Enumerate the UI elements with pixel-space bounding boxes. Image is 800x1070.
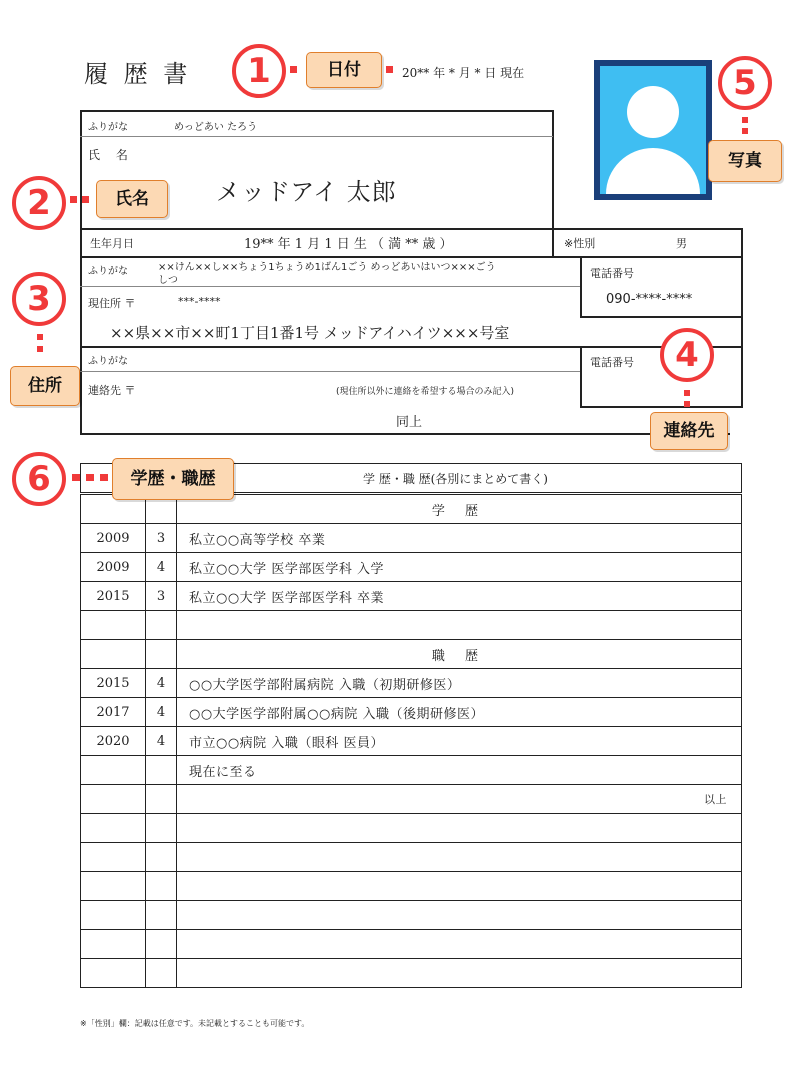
history-year <box>81 959 146 988</box>
history-row <box>81 611 742 640</box>
history-row <box>81 814 742 843</box>
history-month: 4 <box>146 553 177 582</box>
history-row <box>81 698 742 727</box>
address-phone-value: 090-****-**** <box>606 292 693 307</box>
history-section-heading: 職 歴 <box>177 640 742 669</box>
callout-label-contact: 連絡先 <box>650 412 728 450</box>
history-description: ○○大学医学部附属病院 入職（初期研修医） <box>177 669 742 698</box>
history-month: 4 <box>146 698 177 727</box>
history-row <box>81 524 742 553</box>
history-description <box>177 611 742 640</box>
date-line: 20** 年 * 月 * 日 現在 <box>402 66 525 80</box>
callout-label-name: 氏名 <box>96 180 168 218</box>
history-description: 私立○○高等学校 卒業 <box>177 524 742 553</box>
callout-label-photo: 写真 <box>708 140 782 182</box>
name-label: 氏 名 <box>88 148 134 162</box>
page-title: 履 歴 書 <box>84 60 192 88</box>
history-month <box>146 843 177 872</box>
history-row <box>81 553 742 582</box>
callout-number-6: 6 <box>12 452 66 506</box>
history-row <box>81 640 742 669</box>
history-description: 現在に至る <box>177 756 742 785</box>
history-month: 4 <box>146 669 177 698</box>
history-description <box>177 872 742 901</box>
callout-label-address: 住所 <box>10 366 80 406</box>
callout-number-2: 2 <box>12 176 66 230</box>
history-year: 2015 <box>81 669 146 698</box>
name-furigana-label: ふりがな <box>88 122 128 133</box>
callout-number-3: 3 <box>12 272 66 326</box>
history-year: 2015 <box>81 582 146 611</box>
address-furigana-line2: しつ <box>158 275 178 286</box>
history-row <box>81 727 742 756</box>
history-year: 2009 <box>81 524 146 553</box>
history-description: 私立○○大学 医学部医学科 卒業 <box>177 582 742 611</box>
history-row <box>81 756 742 785</box>
history-description <box>177 843 742 872</box>
history-year <box>81 930 146 959</box>
history-year <box>81 756 146 785</box>
history-description <box>177 814 742 843</box>
history-row <box>81 959 742 988</box>
name-furigana: めっどあい たろう <box>174 122 258 133</box>
photo-area <box>600 66 706 194</box>
contact-label: 連絡先 〒 <box>88 384 136 397</box>
callout-label-date: 日付 <box>306 52 382 88</box>
sex-value: 男 <box>676 237 687 250</box>
address-postal: ***-**** <box>178 295 221 308</box>
contact-value: 同上 <box>396 415 423 430</box>
history-month: 3 <box>146 524 177 553</box>
history-row <box>81 901 742 930</box>
history-year <box>81 640 146 669</box>
name-value: メッドアイ 太郎 <box>216 178 397 206</box>
history-description <box>177 901 742 930</box>
address-furigana-line1: ××けん××し××ちょう1ちょうめ1ばん1ごう めっどあいはいつ×××ごう <box>158 262 496 273</box>
address-label: 現住所 〒 <box>88 297 136 310</box>
history-year <box>81 785 146 814</box>
history-month <box>146 756 177 785</box>
callout-number-1: 1 <box>232 44 286 98</box>
history-section-heading: 学 歴 <box>177 495 742 524</box>
history-row <box>81 843 742 872</box>
callout-label-history: 学歴・職歴 <box>112 458 234 500</box>
history-row <box>81 582 742 611</box>
history-year: 2020 <box>81 727 146 756</box>
birth-label: 生年月日 <box>90 237 134 250</box>
contact-furigana-label: ふりがな <box>88 356 128 367</box>
history-description <box>177 959 742 988</box>
history-description: ○○大学医学部附属○○病院 入職（後期研修医） <box>177 698 742 727</box>
history-month <box>146 930 177 959</box>
history-row <box>81 930 742 959</box>
footnote: ※「性別」欄：記載は任意です。未記載とすることも可能です。 <box>80 1019 310 1028</box>
history-row <box>81 669 742 698</box>
address-value: ××県××市××町1丁目1番1号 メッドアイハイツ×××号室 <box>110 324 510 342</box>
history-year: 2017 <box>81 698 146 727</box>
history-year <box>81 611 146 640</box>
history-description <box>177 930 742 959</box>
callout-number-4: 4 <box>660 328 714 382</box>
history-description: 以上 <box>177 785 742 814</box>
birth-value: 19** 年 1 月 1 日 生 （ 満 ** 歳 ） <box>244 237 453 252</box>
history-month: 3 <box>146 582 177 611</box>
callout-number-5: 5 <box>718 56 772 110</box>
address-furigana-label: ふりがな <box>88 266 128 277</box>
history-table <box>80 494 742 988</box>
history-description: 私立○○大学 医学部医学科 入学 <box>177 553 742 582</box>
history-month <box>146 640 177 669</box>
person-silhouette-icon <box>600 66 706 194</box>
history-row <box>81 785 742 814</box>
history-month <box>146 611 177 640</box>
history-year <box>81 814 146 843</box>
contact-phone-label: 電話番号 <box>590 356 634 369</box>
history-year <box>81 872 146 901</box>
history-month <box>146 901 177 930</box>
history-year: 2009 <box>81 553 146 582</box>
history-month <box>146 959 177 988</box>
history-month <box>146 814 177 843</box>
address-phone-label: 電話番号 <box>590 267 634 280</box>
history-year <box>81 843 146 872</box>
history-year <box>81 901 146 930</box>
sex-label: ※性別 <box>564 237 596 250</box>
history-row <box>81 872 742 901</box>
history-month <box>146 872 177 901</box>
history-month <box>146 785 177 814</box>
history-description: 市立○○病院 入職（眼科 医員） <box>177 727 742 756</box>
contact-note: (現住所以外に連絡を希望する場合のみ記入) <box>336 387 515 397</box>
history-month: 4 <box>146 727 177 756</box>
history-header-text: 学 歴・職 歴(各別にまとめて書く) <box>363 472 548 486</box>
